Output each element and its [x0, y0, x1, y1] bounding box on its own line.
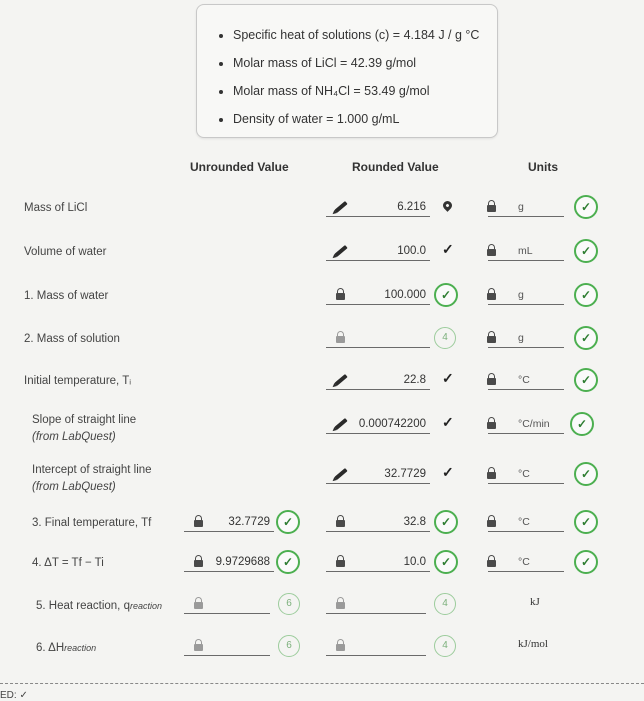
units-input[interactable]: °C [488, 550, 564, 572]
row-label: 1. Mass of water [24, 290, 109, 302]
rounded-input[interactable] [326, 326, 430, 348]
row-label: Intercept of straight line (from LabQuest) [32, 464, 152, 493]
check-circle-icon: ✓ [574, 510, 598, 534]
units-input[interactable]: g [488, 326, 564, 348]
attempts-badge: 6 [278, 593, 300, 615]
header-units: Units [528, 160, 558, 174]
row-label: 3. Final temperature, Tf [32, 517, 152, 529]
divider [0, 683, 644, 684]
unrounded-input[interactable]: 9.9729688 [184, 550, 274, 572]
check-circle-icon: ✓ [574, 195, 598, 219]
rounded-input[interactable]: 100.000 [326, 283, 430, 305]
check-circle-icon: ✓ [434, 550, 458, 574]
units-text: kJ/mol [518, 638, 548, 650]
check-circle-icon: ✓ [570, 412, 594, 436]
units-input[interactable]: mL [488, 239, 564, 261]
rounded-input[interactable] [326, 634, 426, 656]
check-circle-icon: ✓ [434, 510, 458, 534]
check-circle-icon: ✓ [574, 550, 598, 574]
row-label: 2. Mass of solution [24, 333, 120, 345]
units-input[interactable]: g [488, 283, 564, 305]
row-label: Mass of LiCl [24, 202, 88, 214]
check-icon: ✓ [442, 464, 454, 480]
check-circle-icon: ✓ [276, 510, 300, 534]
unrounded-input[interactable] [184, 634, 270, 656]
unrounded-input[interactable]: 32.7729 [184, 510, 274, 532]
check-icon: ✓ [442, 370, 454, 386]
constants-box [196, 4, 498, 138]
check-icon: ✓ [442, 241, 454, 257]
row-label: 5. Heat reaction, qreaction [36, 600, 163, 612]
rounded-input[interactable]: 10.0 [326, 550, 430, 572]
info-molar-mass-licl: • Molar mass of LiCl = 42.39 g/mol [233, 49, 497, 77]
check-icon: ✓ [442, 414, 454, 430]
units-input[interactable]: °C [488, 462, 564, 484]
rounded-input[interactable]: 6.216 [326, 195, 430, 217]
row-label: Slope of straight line (from LabQuest) [32, 414, 137, 443]
check-circle-icon: ✓ [276, 550, 300, 574]
check-circle-icon: ✓ [574, 462, 598, 486]
row-label: Volume of water [24, 246, 107, 258]
check-circle-icon: ✓ [574, 368, 598, 392]
header-rounded: Rounded Value [352, 160, 439, 174]
rounded-input[interactable] [326, 592, 426, 614]
rounded-input[interactable]: 22.8 [326, 368, 430, 390]
row-label: 4. ΔT = Tf − Ti [32, 557, 104, 569]
attempts-badge: 4 [434, 635, 456, 657]
units-input[interactable]: °C [488, 368, 564, 390]
row-label: Initial temperature, Tᵢ [24, 375, 132, 387]
check-circle-icon: ✓ [434, 283, 458, 307]
info-specific-heat: • Specific heat of solutions (c) = 4.184 J / g °C [233, 21, 497, 49]
footer-text: ED: ✓ [0, 690, 28, 701]
attempts-badge: 4 [434, 593, 456, 615]
row-label: 6. ΔHreaction [36, 642, 97, 654]
attempts-badge: 4 [434, 327, 456, 349]
unrounded-input[interactable] [184, 592, 270, 614]
units-text: kJ [530, 596, 540, 608]
check-circle-icon: ✓ [574, 283, 598, 307]
rounded-input[interactable]: 32.8 [326, 510, 430, 532]
location-pin-icon [441, 199, 454, 212]
check-circle-icon: ✓ [574, 326, 598, 350]
rounded-input[interactable]: 32.7729 [326, 462, 430, 484]
rounded-input[interactable]: 100.0 [326, 239, 430, 261]
units-input[interactable]: g [488, 195, 564, 217]
header-unrounded: Unrounded Value [190, 160, 289, 174]
units-input[interactable]: °C [488, 510, 564, 532]
info-density-water: • Density of water = 1.000 g/mL [233, 105, 497, 133]
units-input[interactable]: °C/min [488, 412, 564, 434]
attempts-badge: 6 [278, 635, 300, 657]
info-molar-mass-nh4cl: • Molar mass of NH₄Cl = 53.49 g/mol [233, 77, 497, 105]
check-circle-icon: ✓ [574, 239, 598, 263]
rounded-input[interactable]: 0.000742200 [326, 412, 430, 434]
